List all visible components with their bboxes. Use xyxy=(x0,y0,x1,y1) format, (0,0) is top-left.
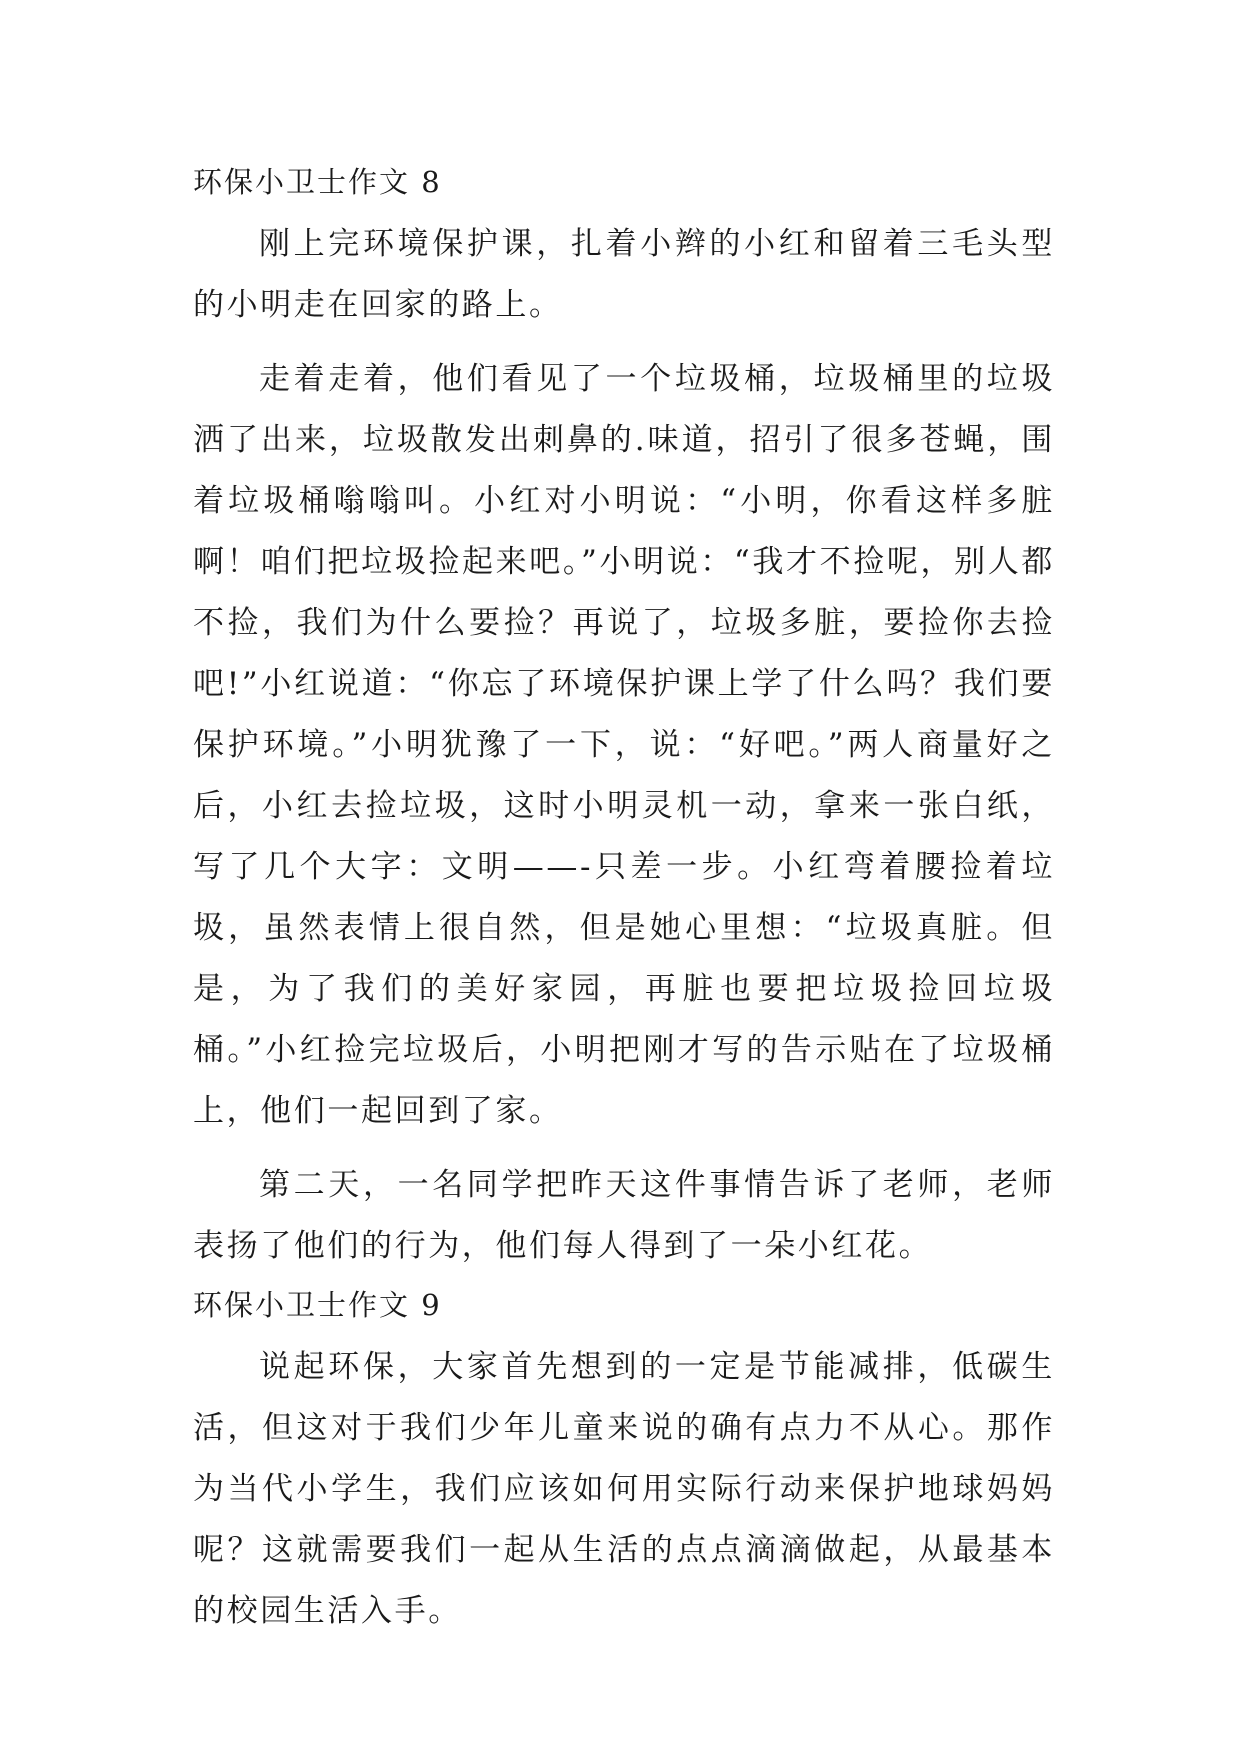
essay-8-paragraph-2: 走着走着，他们看见了一个垃圾桶，垃圾桶里的垃圾洒了出来，垃圾散发出刺鼻的.味道，招引了很多苍蝇，围着垃圾桶嗡嗡叫。小红对小明说：“小明，你看这样多脏啊！咱们把垃圾捡起来吧。”小明说：“我才不捡呢，别人都不捡，我们为什么要捡？再说了，垃圾多脏，要捡你去捡吧!”小红说道：“你忘了环境保护课上学了什么吗？我们要保护环境。”小明犹豫了一下，说：“好吧。”两人商量好之后，小红去捡垃圾，这时小明灵机一动，拿来一张白纸，写了几个大字：文明——-只差一步。小红弯着腰捡着垃圾，虽然表情上很自然，但是她心里想：“垃圾真脏。但是，为了我们的美好家园，再脏也要把垃圾捡回垃圾桶。”小红捡完垃圾后，小明把刚才写的告示贴在了垃圾桶上，他们一起回到了家。 xyxy=(193,361,1055,1129)
essay-9-title: 环保小卫士作文 9 xyxy=(193,1288,442,1322)
essay-9-paragraph-1: 说起环保，大家首先想到的一定是节能减排，低碳生活，但这对于我们少年儿童来说的确有点力不从心。那作为当代小学生，我们应该如何用实际行动来保护地球妈妈呢？这就需要我们一起从生活的点点滴滴做起，从最基本的校园生活入手。 xyxy=(193,1349,1055,1629)
essay-8-title: 环保小卫士作文 8 xyxy=(193,165,442,199)
document-body xyxy=(193,157,1055,1642)
essay-8-paragraph-1: 刚上完环境保护课，扎着小辫的小红和留着三毛头型的小明走在回家的路上。 xyxy=(193,226,1055,323)
essay-8-paragraph-3: 第二天，一名同学把昨天这件事情告诉了老师，老师表扬了他们的行为，他们每人得到了一朵小红花。 xyxy=(193,1167,1055,1264)
